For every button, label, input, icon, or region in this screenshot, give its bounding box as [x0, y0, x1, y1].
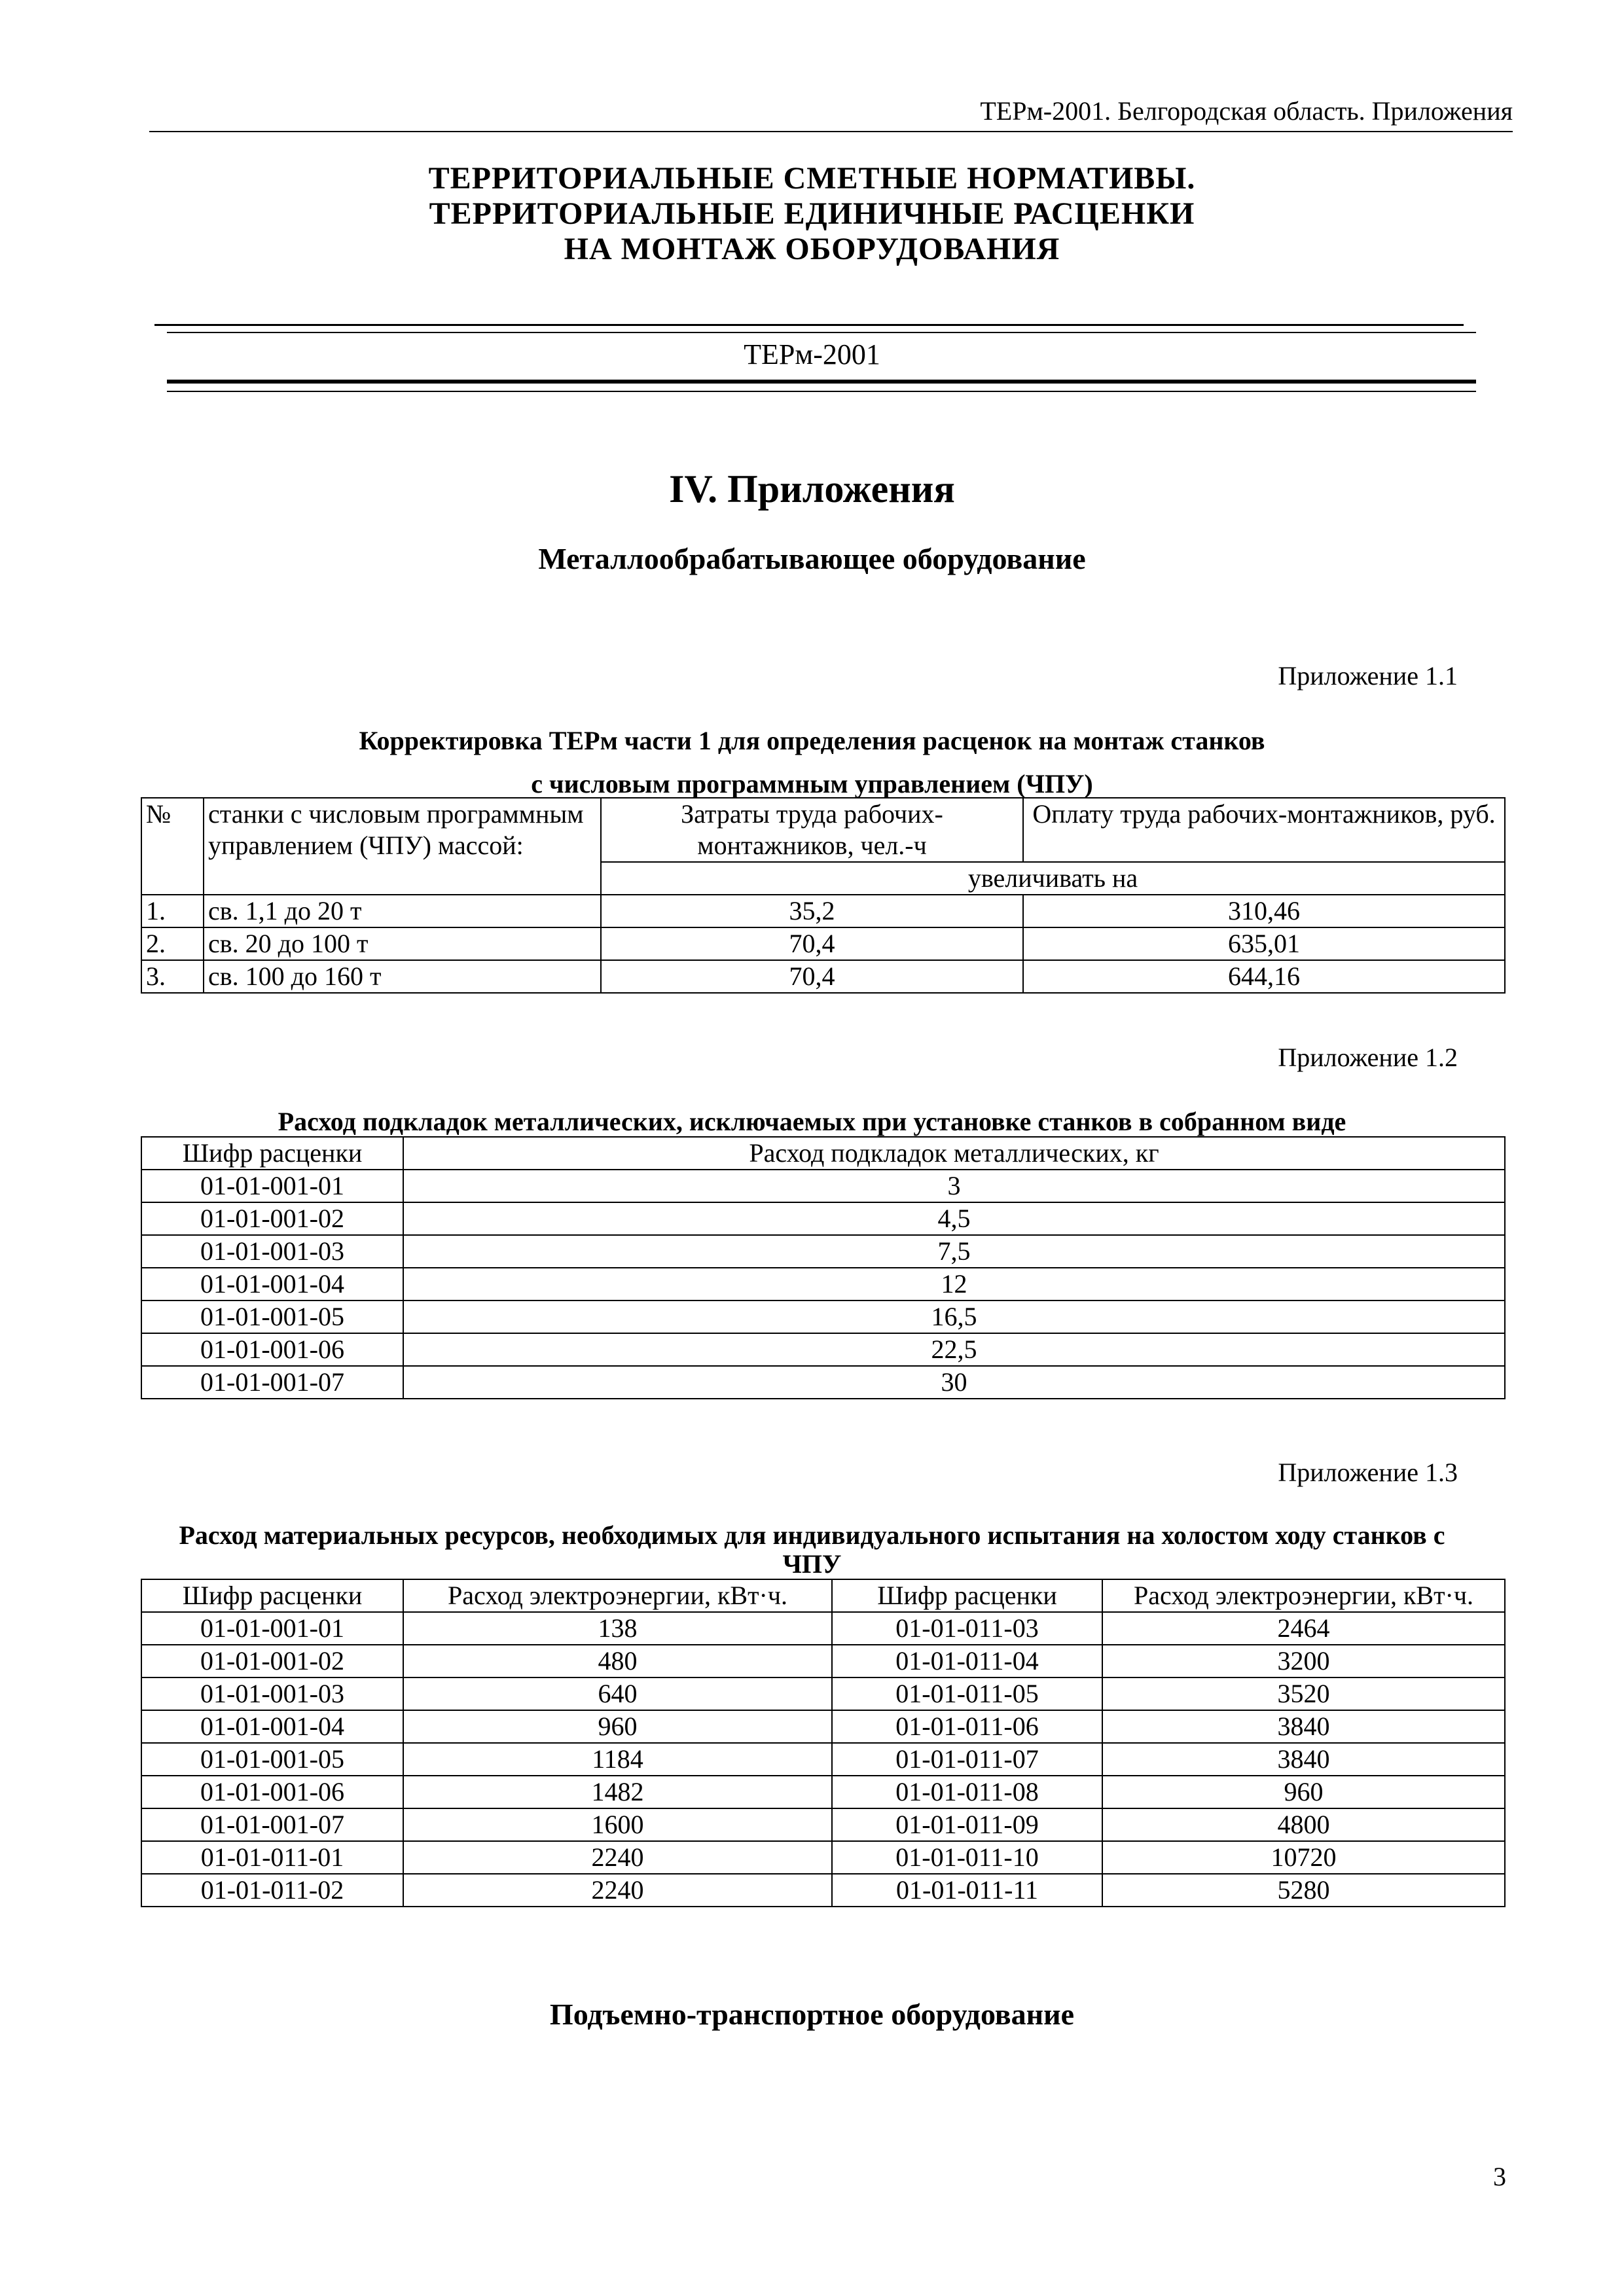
- table-row: [141, 1808, 1505, 1841]
- row-energy-1: 2240: [403, 1874, 832, 1907]
- title-line-2: ТЕРРИТОРИАЛЬНЫЕ ЕДИНИЧНЫЕ РАСЦЕНКИ: [429, 196, 1195, 231]
- row-energy-2: 10720: [1102, 1841, 1505, 1874]
- row-energy-2: 3840: [1102, 1743, 1505, 1776]
- appendix-1-3-caption-line-2: ЧПУ: [782, 1549, 842, 1579]
- row-energy-1: 640: [403, 1677, 832, 1710]
- section-subtitle: Металлообрабатывающее оборудование: [538, 542, 1086, 575]
- row-code-2: 01-01-011-07: [832, 1743, 1102, 1776]
- row-pay: 644,16: [1023, 960, 1505, 993]
- row-code: 01-01-001-01: [141, 1170, 403, 1202]
- title-line-1: ТЕРРИТОРИАЛЬНЫЕ СМЕТНЫЕ НОРМАТИВЫ.: [428, 161, 1196, 196]
- title-rule-top-2: [167, 332, 1476, 333]
- header-code-1: Шифр расценки: [141, 1579, 403, 1612]
- page-number: 3: [1493, 2162, 1506, 2191]
- row-value: 22,5: [403, 1333, 1505, 1366]
- table-row: [141, 895, 1505, 927]
- table-row: [141, 1366, 1505, 1399]
- table-row: [141, 1300, 1505, 1333]
- row-value: 16,5: [403, 1300, 1505, 1333]
- row-num: 3.: [141, 960, 204, 993]
- row-energy-2: 3520: [1102, 1677, 1505, 1710]
- appendix-1-1-label: Приложение 1.1: [1278, 661, 1458, 691]
- table-row: [141, 960, 1505, 993]
- row-code-2: 01-01-011-11: [832, 1874, 1102, 1907]
- row-code: 01-01-001-07: [141, 1366, 403, 1399]
- row-code-1: 01-01-001-05: [141, 1743, 403, 1776]
- row-labor: 70,4: [601, 927, 1023, 960]
- header-energy-1: Расход электроэнергии, кВт·ч.: [403, 1579, 832, 1612]
- row-energy-2: 5280: [1102, 1874, 1505, 1907]
- header-num: №: [141, 798, 204, 895]
- appendix-1-2-table: [141, 1136, 1506, 1399]
- table-row: [141, 1645, 1505, 1677]
- header-increase: увеличивать на: [601, 862, 1505, 895]
- header-code-2: Шифр расценки: [832, 1579, 1102, 1612]
- table-row: [141, 1333, 1505, 1366]
- row-energy-2: 2464: [1102, 1612, 1505, 1645]
- title-line-3: НА МОНТАЖ ОБОРУДОВАНИЯ: [564, 232, 1060, 266]
- row-code-1: 01-01-001-04: [141, 1710, 403, 1743]
- row-energy-2: 4800: [1102, 1808, 1505, 1841]
- row-energy-1: 960: [403, 1710, 832, 1743]
- appendix-1-3-table: [141, 1579, 1506, 1907]
- row-code-2: 01-01-011-10: [832, 1841, 1102, 1874]
- row-code-1: 01-01-001-01: [141, 1612, 403, 1645]
- header-pay: Оплату труда рабочих-монтажников, руб.: [1023, 798, 1505, 862]
- row-mass: св. 20 до 100 т: [204, 927, 601, 960]
- header-labor: Затраты труда рабочих-монтажников, чел.-ч: [601, 798, 1023, 862]
- row-mass: св. 100 до 160 т: [204, 960, 601, 993]
- row-value: 30: [403, 1366, 1505, 1399]
- appendix-1-2-caption: Расход подкладок металлических, исключаемых при установке станков в собранном виде: [278, 1107, 1346, 1136]
- row-code-2: 01-01-011-05: [832, 1677, 1102, 1710]
- row-code: 01-01-001-02: [141, 1202, 403, 1235]
- title-rule-bottom: [167, 380, 1476, 384]
- header-code: Шифр расценки: [141, 1137, 403, 1170]
- row-labor: 35,2: [601, 895, 1023, 927]
- appendix-1-1-caption-line-1: Корректировка ТЕРм части 1 для определения расценок на монтаж станков: [359, 726, 1265, 755]
- row-code-2: 01-01-011-09: [832, 1808, 1102, 1841]
- header-machines: станки с числовым программным управлением (ЧПУ) массой:: [204, 798, 601, 895]
- row-energy-1: 1600: [403, 1808, 832, 1841]
- table-row: [141, 1268, 1505, 1300]
- row-value: 7,5: [403, 1235, 1505, 1268]
- row-energy-1: 1184: [403, 1743, 832, 1776]
- row-code-1: 01-01-001-02: [141, 1645, 403, 1677]
- row-value: 3: [403, 1170, 1505, 1202]
- table-row: [141, 1874, 1505, 1907]
- running-header: ТЕРм-2001. Белгородская область. Приложения: [980, 96, 1513, 126]
- header-value: Расход подкладок металлических, кг: [403, 1137, 1505, 1170]
- row-labor: 70,4: [601, 960, 1023, 993]
- row-energy-2: 960: [1102, 1776, 1505, 1808]
- appendix-1-1-table: [141, 797, 1506, 994]
- row-code: 01-01-001-06: [141, 1333, 403, 1366]
- row-code: 01-01-001-04: [141, 1268, 403, 1300]
- row-num: 1.: [141, 895, 204, 927]
- document-code: ТЕРм-2001: [744, 338, 880, 370]
- header-energy-2: Расход электроэнергии, кВт·ч.: [1102, 1579, 1505, 1612]
- appendix-1-3-label: Приложение 1.3: [1278, 1458, 1458, 1487]
- row-energy-1: 480: [403, 1645, 832, 1677]
- row-energy-1: 2240: [403, 1841, 832, 1874]
- table-row: [141, 1776, 1505, 1808]
- row-code-2: 01-01-011-06: [832, 1710, 1102, 1743]
- row-code-1: 01-01-001-06: [141, 1776, 403, 1808]
- row-code-2: 01-01-011-04: [832, 1645, 1102, 1677]
- row-energy-2: 3200: [1102, 1645, 1505, 1677]
- row-code-2: 01-01-011-03: [832, 1612, 1102, 1645]
- row-code: 01-01-001-05: [141, 1300, 403, 1333]
- table-row: [141, 927, 1505, 960]
- row-energy-2: 3840: [1102, 1710, 1505, 1743]
- row-code-2: 01-01-011-08: [832, 1776, 1102, 1808]
- row-value: 12: [403, 1268, 1505, 1300]
- row-energy-1: 1482: [403, 1776, 832, 1808]
- row-code-1: 01-01-001-07: [141, 1808, 403, 1841]
- row-code-1: 01-01-001-03: [141, 1677, 403, 1710]
- row-pay: 310,46: [1023, 895, 1505, 927]
- table-row: [141, 1677, 1505, 1710]
- title-rule-top: [154, 324, 1464, 326]
- table-row: [141, 1235, 1505, 1268]
- table-row: [141, 1202, 1505, 1235]
- table-row: [141, 1710, 1505, 1743]
- appendix-1-1-caption-line-2: с числовым программным управлением (ЧПУ): [531, 769, 1093, 798]
- row-energy-1: 138: [403, 1612, 832, 1645]
- row-mass: св. 1,1 до 20 т: [204, 895, 601, 927]
- row-code-1: 01-01-011-01: [141, 1841, 403, 1874]
- table-row: [141, 1743, 1505, 1776]
- row-code-1: 01-01-011-02: [141, 1874, 403, 1907]
- row-num: 2.: [141, 927, 204, 960]
- table-row: [141, 1170, 1505, 1202]
- appendix-1-2-label: Приложение 1.2: [1278, 1043, 1458, 1072]
- table-row: [141, 1841, 1505, 1874]
- table-row: [141, 1612, 1505, 1645]
- row-value: 4,5: [403, 1202, 1505, 1235]
- row-code: 01-01-001-03: [141, 1235, 403, 1268]
- title-rule-bottom-2: [167, 391, 1476, 392]
- row-pay: 635,01: [1023, 927, 1505, 960]
- next-section-title: Подъемно-транспортное оборудование: [549, 1998, 1075, 2031]
- appendix-1-3-caption-line-1: Расход материальных ресурсов, необходимых для индивидуального испытания на холостом ходу станков с: [179, 1520, 1445, 1550]
- section-title: IV. Приложения: [669, 467, 955, 511]
- header-rule: [149, 131, 1513, 132]
